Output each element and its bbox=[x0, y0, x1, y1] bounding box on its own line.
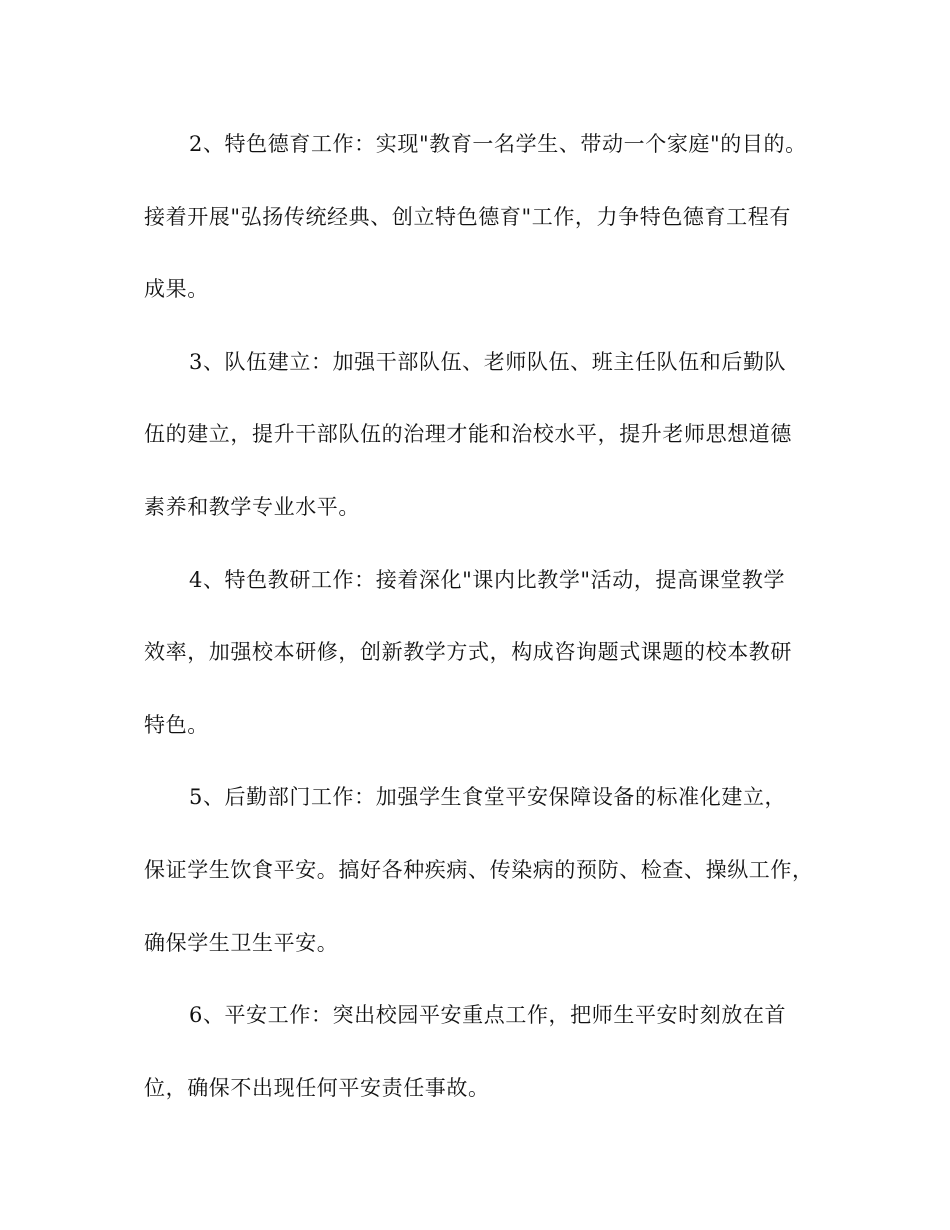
paragraph-line: 保证学生饮食平安。搞好各种疾病、传染病的预防、检查、操纵工作， bbox=[144, 857, 814, 882]
paragraph-line: 效率，加强校本研修，创新教学方式，构成咨询题式课题的校本教研 bbox=[144, 640, 792, 665]
paragraph-line: 6、平安工作：突出校园平安重点工作，把师生平安时刻放在首 bbox=[189, 1003, 787, 1028]
paragraph-team-building bbox=[144, 340, 814, 558]
paragraph-line: 位，确保不出现任何平安责任事故。 bbox=[144, 1075, 490, 1100]
paragraph-line: 特色。 bbox=[144, 712, 209, 737]
paragraph-teaching-research bbox=[144, 558, 814, 776]
paragraph-moral-education bbox=[144, 122, 814, 340]
paragraph-safety bbox=[144, 993, 814, 1138]
paragraph-line: 接着开展"弘扬传统经典、创立特色德育"工作，力争特色德育工程有 bbox=[144, 204, 791, 229]
paragraph-line: 伍的建立，提升干部队伍的治理才能和治校水平，提升老师思想道德 bbox=[144, 422, 792, 447]
paragraph-line: 成果。 bbox=[144, 277, 209, 302]
paragraph-line: 3、队伍建立：加强干部队伍、老师队伍、班主任队伍和后勤队 bbox=[189, 349, 787, 374]
paragraph-line: 5、后勤部门工作：加强学生食堂平安保障设备的标准化建立， bbox=[189, 785, 787, 810]
paragraph-line: 2、特色德育工作：实现"教育一名学生、带动一个家庭"的目的。 bbox=[189, 132, 807, 156]
document-body bbox=[144, 122, 814, 1138]
paragraph-line: 4、特色教研工作：接着深化"课内比教学"活动，提高课堂教学 bbox=[189, 567, 786, 592]
paragraph-line: 确保学生卫生平安。 bbox=[144, 930, 339, 955]
paragraph-line: 素养和教学专业水平。 bbox=[144, 494, 360, 519]
paragraph-logistics bbox=[144, 775, 814, 993]
